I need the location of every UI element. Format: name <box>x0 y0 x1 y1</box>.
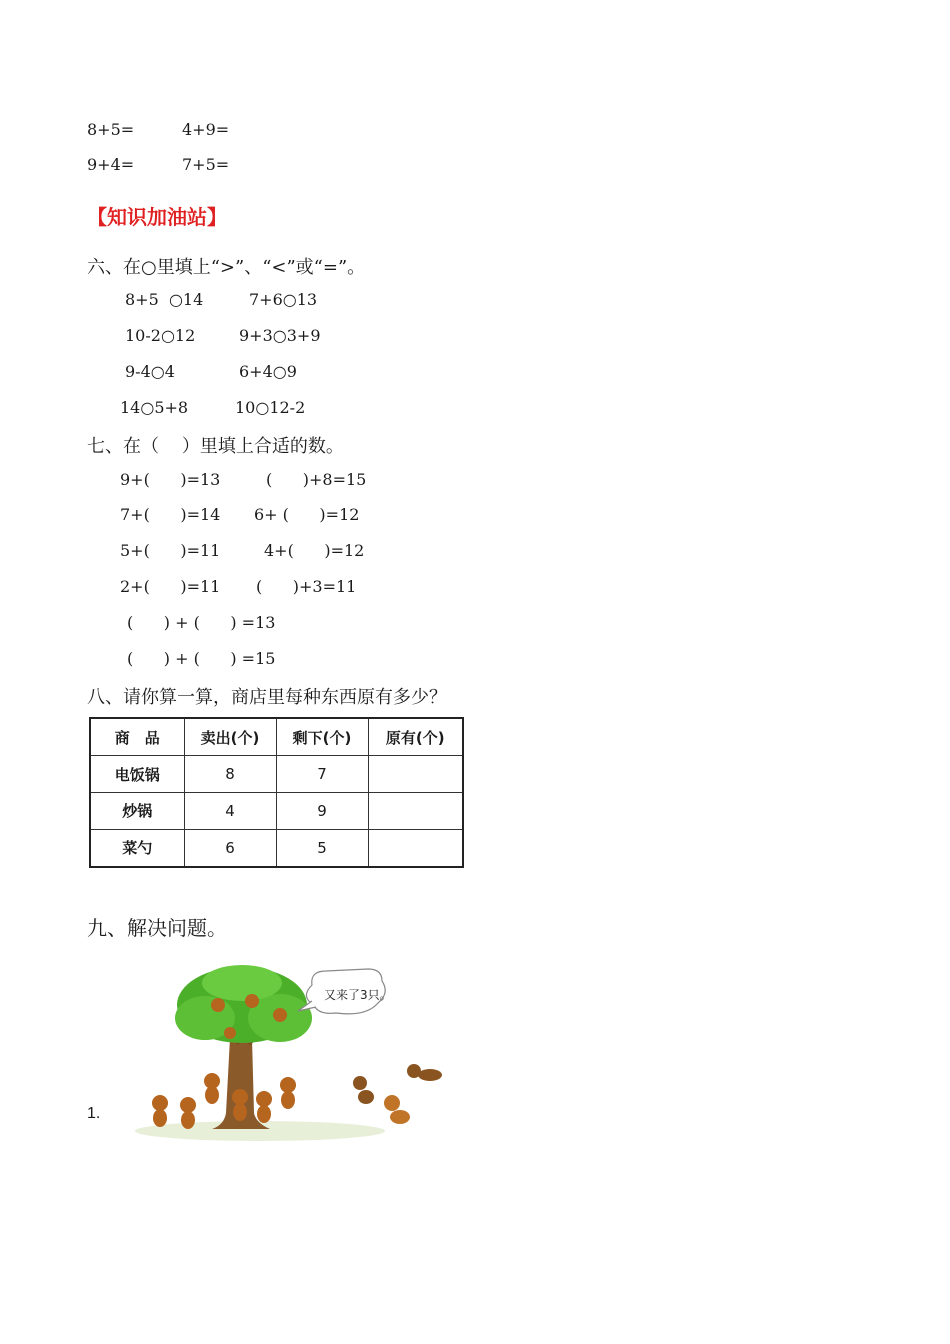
fill-item: 6+ ( )=12 <box>254 505 360 524</box>
table-header-row <box>90 718 463 756</box>
sold-cell: 8 <box>184 756 276 793</box>
monkey-body <box>390 1110 410 1124</box>
sold-cell: 4 <box>184 792 276 829</box>
tree-canopy <box>202 965 282 1001</box>
fill-item: ( ) + ( ) =13 <box>127 613 276 632</box>
item-name: 菜勺 <box>90 829 184 867</box>
fill-item: 5+( )=11 <box>120 541 221 560</box>
compare-item: 7+6○13 <box>249 290 318 309</box>
sold-cell: 6 <box>184 829 276 867</box>
compare-item: 9+3○3+9 <box>239 326 321 345</box>
monkey <box>245 994 259 1008</box>
monkey <box>180 1097 196 1113</box>
monkey <box>384 1095 400 1111</box>
section6-title: 六、在○里填上“>”、“<”或“=”。 <box>87 257 366 278</box>
left-cell: 7 <box>276 756 368 793</box>
equation: 7+5= <box>182 155 230 174</box>
fill-item: ( )+3=11 <box>256 577 357 596</box>
fill-item: ( ) + ( ) =15 <box>127 649 276 668</box>
monkey-body <box>281 1091 295 1109</box>
column-header: 原有(个) <box>368 718 463 756</box>
monkey-body <box>205 1086 219 1104</box>
item-name: 炒锅 <box>90 792 184 829</box>
section9-title: 九、解决问题。 <box>87 916 227 940</box>
equation: 8+5= <box>87 120 135 139</box>
section8-title: 八、请你算一算，商店里每种东西原有多少？ <box>87 687 447 708</box>
compare-item: 10-2○12 <box>125 326 196 345</box>
compare-item: 9-4○4 <box>125 362 175 381</box>
monkey <box>353 1076 367 1090</box>
goods-table <box>89 717 464 868</box>
problem-number: 1. <box>87 1105 101 1122</box>
fill-item: 9+( )=13 <box>120 470 221 489</box>
item-name: 电饭锅 <box>90 756 184 793</box>
equation: 4+9= <box>182 120 230 139</box>
answer-cell[interactable] <box>368 829 463 867</box>
table-row <box>90 756 463 793</box>
monkey <box>224 1027 236 1039</box>
answer-cell[interactable] <box>368 756 463 793</box>
table-row <box>90 792 463 829</box>
fill-item: 7+( )=14 <box>120 505 221 524</box>
monkey-body <box>418 1069 442 1081</box>
left-cell: 5 <box>276 829 368 867</box>
monkey <box>211 998 225 1012</box>
speech-bubble-text: 又来了3只。 <box>324 988 392 1002</box>
monkey <box>280 1077 296 1093</box>
monkey-group-arriving <box>353 1064 442 1124</box>
column-header: 商 品 <box>90 718 184 756</box>
fill-item: 4+( )=12 <box>264 541 365 560</box>
section7-title: 七、在（ ）里填上合适的数。 <box>87 436 344 457</box>
monkey <box>273 1008 287 1022</box>
compare-item: 14○5+8 <box>120 398 189 417</box>
monkey <box>256 1091 272 1107</box>
monkey-body <box>181 1111 195 1129</box>
compare-item: 10○12-2 <box>235 398 306 417</box>
monkey-tree-illustration <box>130 963 450 1143</box>
fill-item: 2+( )=11 <box>120 577 221 596</box>
answer-cell[interactable] <box>368 792 463 829</box>
column-header: 剩下(个) <box>276 718 368 756</box>
column-header: 卖出(个) <box>184 718 276 756</box>
monkey-body <box>358 1090 374 1104</box>
equation: 9+4= <box>87 155 135 174</box>
compare-item: 8+5 ○14 <box>125 290 204 309</box>
monkey <box>152 1095 168 1111</box>
table-row <box>90 829 463 867</box>
left-cell: 9 <box>276 792 368 829</box>
monkey-body <box>233 1103 247 1121</box>
monkey-body <box>257 1105 271 1123</box>
monkey <box>232 1089 248 1105</box>
compare-item: 6+4○9 <box>239 362 297 381</box>
monkey-body <box>153 1109 167 1127</box>
fill-item: ( )+8=15 <box>266 470 367 489</box>
knowledge-title: 【知识加油站】 <box>87 205 227 229</box>
